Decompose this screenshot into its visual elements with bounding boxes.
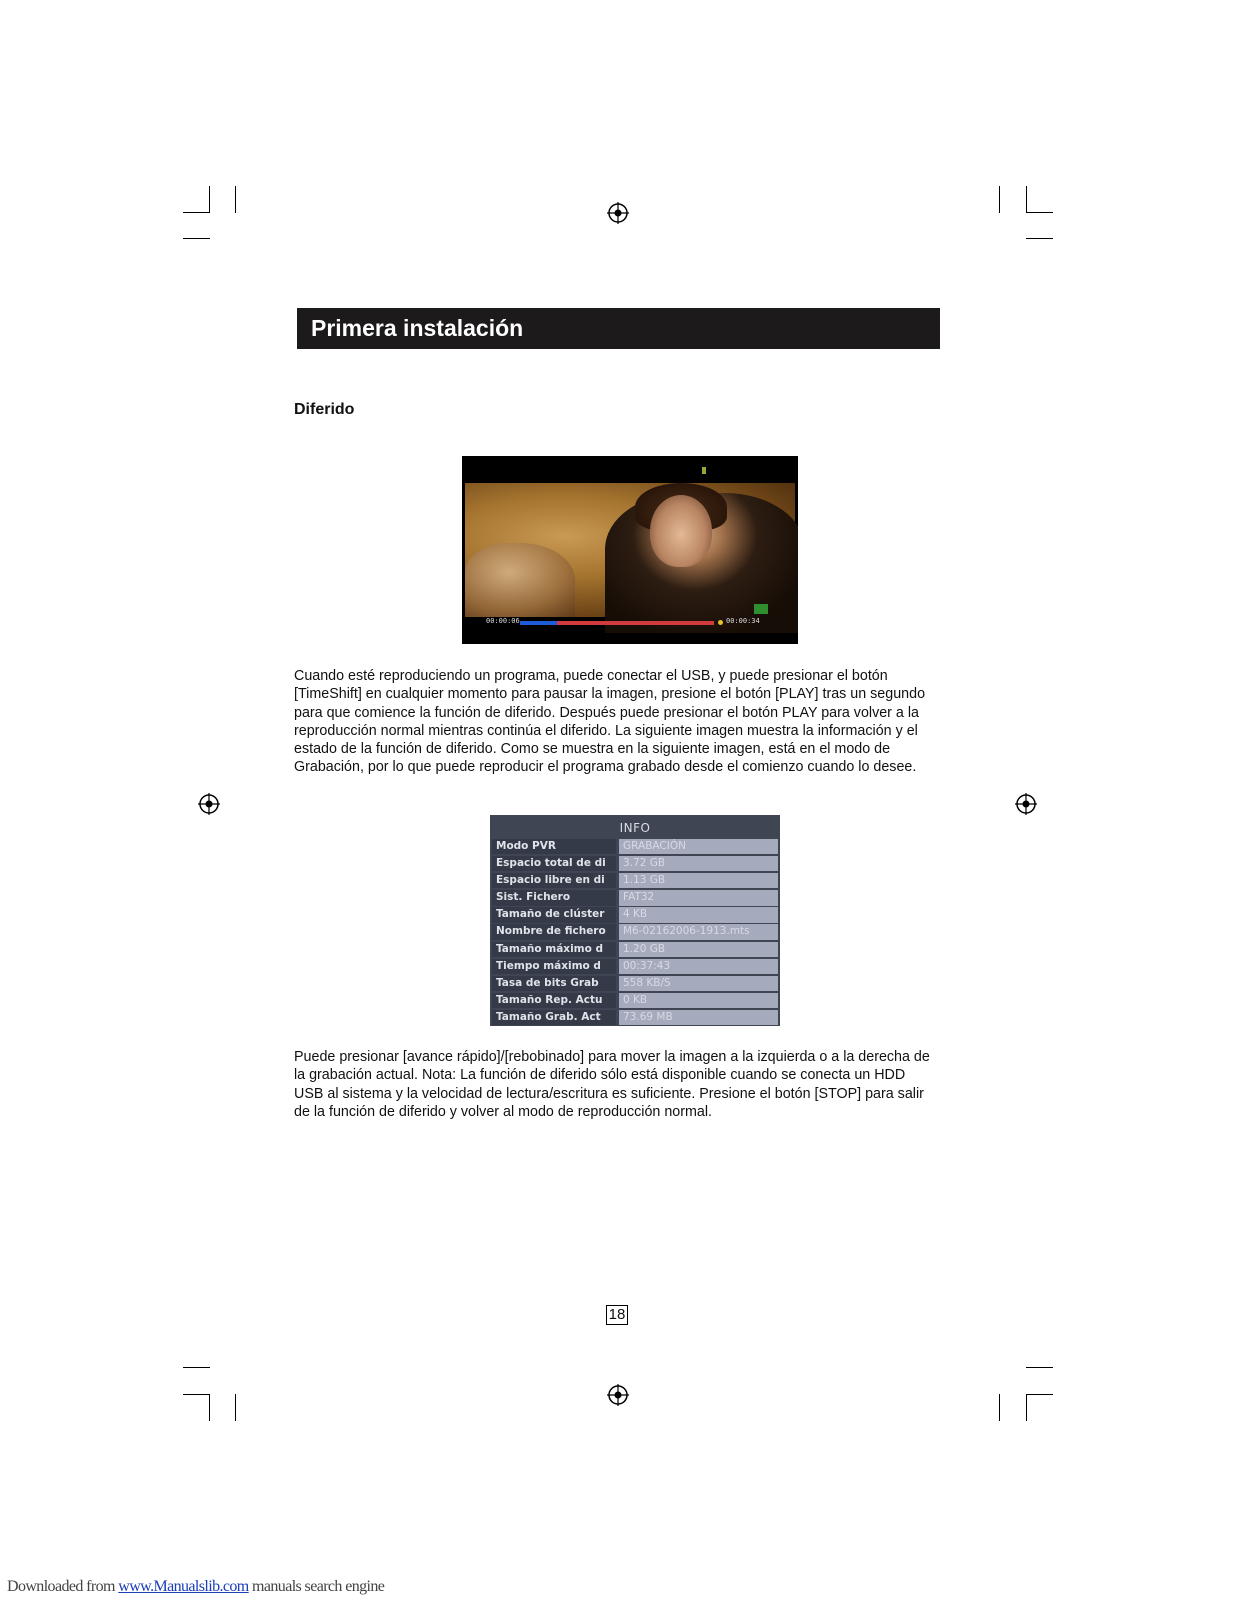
crop-mark xyxy=(1026,1394,1027,1421)
info-row-label: Tamaño de clúster xyxy=(492,907,616,922)
info-row xyxy=(492,890,778,905)
info-row-label: Tamaño Rep. Actu xyxy=(492,993,616,1008)
crop-mark xyxy=(1026,238,1053,239)
timeshift-start-time: 00:00:06 xyxy=(486,617,520,625)
section-header-bar xyxy=(297,308,940,349)
crop-mark xyxy=(183,212,210,213)
info-row-value: FAT32 xyxy=(619,890,778,905)
info-row-value: 73.69 MB xyxy=(619,1010,778,1025)
page-number: 18 xyxy=(606,1305,628,1325)
info-row-value: M6-02162006-1913.mts xyxy=(619,924,778,939)
crop-mark xyxy=(999,1394,1000,1421)
info-row xyxy=(492,839,778,854)
signal-icon xyxy=(754,604,768,614)
registration-target-icon xyxy=(1015,793,1037,815)
info-row xyxy=(492,942,778,957)
info-row xyxy=(492,907,778,922)
info-row xyxy=(492,873,778,888)
crop-mark xyxy=(183,1367,210,1368)
crop-mark xyxy=(235,186,236,213)
info-row-label: Tamaño Grab. Act xyxy=(492,1010,616,1025)
manualslib-link[interactable]: www.Manualslib.com xyxy=(118,1578,249,1595)
video-frame xyxy=(465,483,795,617)
crop-mark xyxy=(209,186,210,213)
info-row-value: 0 KB xyxy=(619,993,778,1008)
info-row-label: Tiempo máximo d xyxy=(492,959,616,974)
info-row-value: 3.72 GB xyxy=(619,856,778,871)
info-row xyxy=(492,856,778,871)
section-heading: Diferido xyxy=(294,401,355,418)
crop-mark xyxy=(183,238,210,239)
crop-mark xyxy=(999,186,1000,213)
info-row-value: 4 KB xyxy=(619,907,778,922)
info-row-label: Modo PVR xyxy=(492,839,616,854)
info-row xyxy=(492,959,778,974)
footer-download-note xyxy=(7,1578,384,1596)
registration-target-icon xyxy=(607,202,629,224)
info-row-value: 558 KB/S xyxy=(619,976,778,991)
position-dot-icon xyxy=(718,620,723,625)
info-row xyxy=(492,1010,778,1025)
crop-mark xyxy=(209,1394,210,1421)
crop-mark xyxy=(1026,1394,1053,1395)
crop-mark xyxy=(1026,186,1027,213)
info-row-label: Nombre de fichero xyxy=(492,924,616,939)
person-head xyxy=(650,495,712,567)
timeshift-progress-fill xyxy=(520,621,557,625)
paragraph-notes: Puede presionar [avance rápido]/[rebobinado] para mover la imagen a la izquierda o a la derecha de la grabación actual. Nota: La función de diferido sólo está disponible cuando se conecta un HDD USB al sistema y la velocidad de lectura/escritura es suficiente. Presione el botón [STOP] para salir de la función de diferido y volver al modo de reproducción normal. xyxy=(294,1049,930,1120)
info-row-label: Espacio total de di xyxy=(492,856,616,871)
info-row-label: Tasa de bits Grab xyxy=(492,976,616,991)
info-row-label: Sist. Fichero xyxy=(492,890,616,905)
info-row-value: 1.20 GB xyxy=(619,942,778,957)
recording-indicator-icon xyxy=(702,467,706,474)
crop-mark xyxy=(1026,1367,1053,1368)
info-row xyxy=(492,993,778,1008)
timeshift-end-time: 00:00:34 xyxy=(726,617,760,625)
crop-mark xyxy=(183,1394,210,1395)
info-row-value: 00:37:43 xyxy=(619,959,778,974)
background-person xyxy=(465,543,575,617)
info-panel-title: INFO xyxy=(619,821,651,835)
registration-target-icon xyxy=(198,793,220,815)
info-row-value: GRABACIÓN xyxy=(619,839,778,854)
registration-target-icon xyxy=(607,1384,629,1406)
pvr-info-panel xyxy=(490,815,780,1026)
info-row-label: Tamaño máximo d xyxy=(492,942,616,957)
crop-mark xyxy=(1026,212,1053,213)
info-row-value: 1.13 GB xyxy=(619,873,778,888)
info-row-label: Espacio libre en di xyxy=(492,873,616,888)
page-title: Primera instalación xyxy=(311,315,524,341)
info-row xyxy=(492,924,778,939)
info-row xyxy=(492,976,778,991)
footer-prefix: Downloaded from xyxy=(7,1578,119,1595)
footer-suffix: manuals search engine xyxy=(248,1578,385,1595)
timeshift-video-screenshot xyxy=(462,456,798,644)
crop-mark xyxy=(235,1394,236,1421)
paragraph-intro: Cuando esté reproduciendo un programa, puede conectar el USB, y puede presionar el botón [TimeShift] en cualquier momento para pausar la imagen, presione el botón [PLAY] tras un segundo para que comience la función de diferido. Después puede presionar el botón PLAY para volver a la reproducción normal mientras continúa el diferido. La siguiente imagen muestra la información y el estado de la función de diferido. Como se muestra en la siguiente imagen, está en el modo de Grabación, por lo que puede reproducir el programa grabado desde el comienzo cuando lo desee. xyxy=(294,668,926,776)
